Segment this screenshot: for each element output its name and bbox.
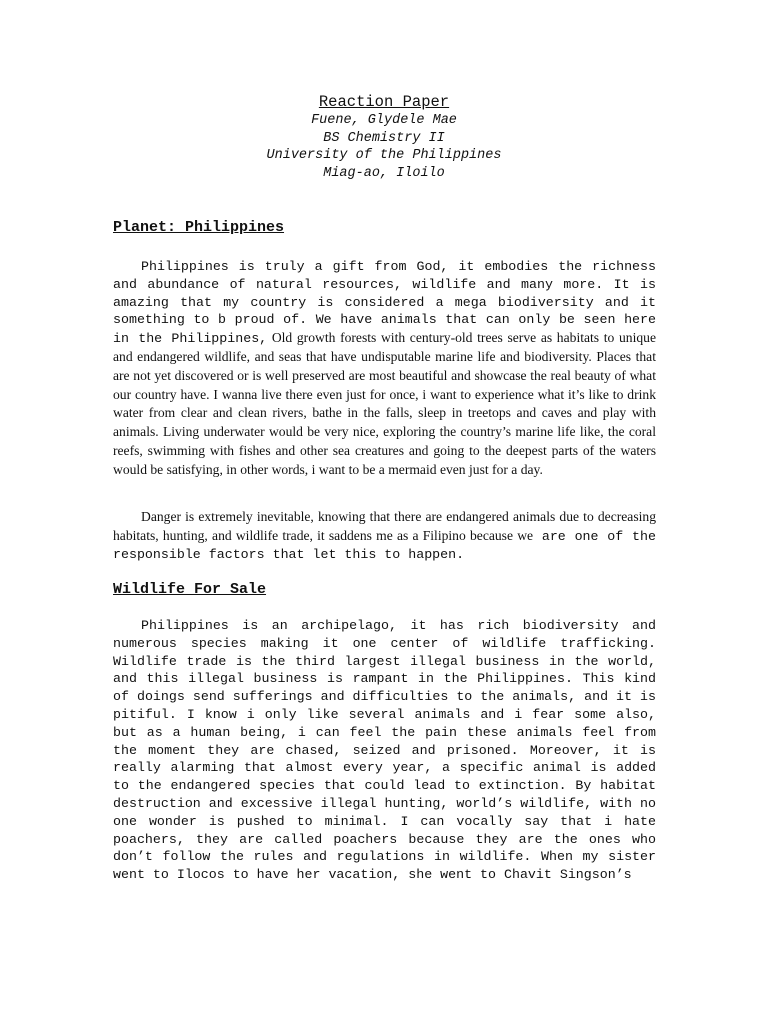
- paragraph-planet-1: [113, 258, 656, 480]
- author-name: Fuene, Glydele Mae: [311, 113, 457, 128]
- paragraph-wildlife-1: Philippines is an archipelago, it has rich biodiversity and numerous species making it one center of wildlife trafficking. Wildlife trade is the third largest illegal business in the world, and this illegal business is rampant in the Philippines. This kind of doings send sufferings and difficulties to the animals, and it is pitiful. I know i only like several animals and i fear some also, but as a human being, i can feel the pain these animals feel from the moment they are chased, seized and prisoned. Moreover, it is really alarming that almost every year, a specific animal is added to the endangered species that could lead to extinction. By habitat destruction and excessive illegal hunting, world’s wildlife, with no one wonder is pushed to minimal. I can vocally say that i hate poachers, they are called poachers because they are the ones who don’t follow the rules and regulations in wildlife. When my sister went to Ilocos to have her vacation, she went to Chavit Singson’s: [113, 618, 656, 883]
- section-heading-planet-philippines: Planet: Philippines: [113, 219, 285, 236]
- paragraph-planet-2-serif-text: Danger is extremely inevitable, knowing that there are endangered animals due to decreasing habitats, hunting, and wildlife trade, it saddens me as a Filipino because we: [113, 509, 656, 543]
- document-header: [0, 92, 768, 182]
- paragraph-planet-1-mono-text: Philippines is truly a gift from God, it embodies the richness and abundance of natural resources, wildlife and many more. It is amazing that my country is considered a mega biodiversity and it something to b proud of. We have animals that can only be seen here in the Philippines,: [113, 259, 656, 347]
- location-name: Miag-ao, Iloilo: [323, 165, 445, 181]
- document-title: Reaction Paper: [318, 93, 450, 111]
- university-name: University of the Philippines: [266, 148, 502, 164]
- paragraph-planet-2-mono-text: are one of the responsible factors that let this to happen.: [113, 528, 656, 562]
- paragraph-planet-2: [113, 508, 656, 563]
- section-heading-wildlife-for-sale: Wildlife For Sale: [113, 581, 267, 598]
- course-name: BS Chemistry II: [323, 130, 445, 146]
- paragraph-planet-1-serif-text: Old growth forests with century-old trees serve as habitats to unique and endangered wildlife, and seas that have undisputable marine life and biodiversity. Places that are not yet discovered or is well preserved are most beautiful and showcase the real beauty of what our country have. I wanna live there even just for once, i want to experience what it’s like to drink water from clear and clean rivers, bathe in the falls, sleep in treetops and caves and play with animals. Living underwater would be very nice, exploring the country’s marine life like, the coral reefs, swimming with fishes and other sea creatures and going to the deepest parts of the waters would be satisfying, in other words, i want to be a mermaid even just for a day.: [113, 330, 657, 477]
